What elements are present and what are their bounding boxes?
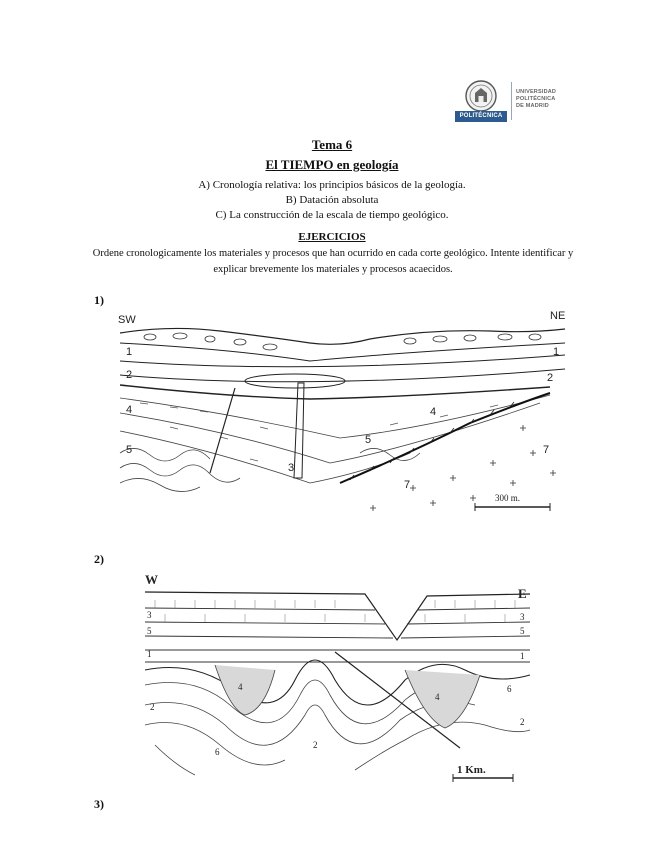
orientation-left-label: W: [145, 572, 158, 587]
topic-item: B) Datación absoluta: [285, 194, 379, 206]
scale-label: 300 m.: [495, 493, 521, 503]
university-line: DE MADRID: [516, 103, 549, 109]
topic-item: C) La construcción de la escala de tiempo geológico.: [215, 209, 449, 221]
logo-band: POLITÉCNICA: [455, 111, 507, 122]
instructions-paragraph: Ordene cronologicamente los materiales y procesos que han ocurrido en cada corte geológico. Intente identificar y explicar brevemente los materiales y procesos acaecidos.: [92, 248, 574, 275]
layer-label: 4: [435, 692, 440, 702]
layer-label: 5: [147, 626, 152, 636]
layer-label: 1: [147, 649, 152, 659]
figure-number: 2): [94, 552, 104, 566]
university-line: POLITÉCNICA: [516, 96, 556, 102]
layer-label: 2: [150, 702, 155, 712]
scale-label: 1 Km.: [457, 764, 486, 776]
layer-label: 3: [288, 462, 295, 474]
university-logo: [455, 78, 595, 126]
layer-label: 1: [520, 651, 525, 661]
layer-label: 3: [520, 612, 525, 622]
layer-label: 4: [430, 406, 437, 418]
page-title: Tema 6: [311, 137, 353, 152]
figure-number: 3): [94, 797, 104, 811]
university-line: UNIVERSIDAD: [516, 89, 557, 95]
layer-label: 1: [126, 346, 133, 358]
orientation-left-label: SW: [118, 314, 136, 326]
topic-item: A) Cronología relativa: los principios básicos de la geología.: [198, 179, 466, 191]
layer-label: 2: [126, 369, 133, 381]
geological-section-2: [135, 570, 535, 785]
layer-label: 2: [547, 372, 554, 384]
geological-section-1: [110, 303, 575, 528]
university-name: [516, 89, 556, 110]
orientation-right-label: NE: [550, 310, 566, 322]
layer-label: 6: [215, 747, 220, 757]
layer-label: 3: [147, 610, 152, 620]
logo-separator: [511, 82, 512, 120]
figure-number: 1): [94, 293, 104, 307]
layer-label: 5: [126, 444, 133, 456]
layer-label: 6: [507, 684, 512, 694]
layer-label: 5: [520, 626, 525, 636]
layer-label: 1: [553, 346, 560, 358]
layer-label: 4: [126, 404, 133, 416]
layer-label: 7: [543, 444, 550, 456]
layer-label: 5: [365, 434, 372, 446]
layer-label: 2: [520, 717, 525, 727]
layer-label: 2: [313, 740, 318, 750]
orientation-right-label: E: [518, 586, 527, 601]
page-subtitle: El TIEMPO en geología: [265, 157, 399, 172]
layer-label: 4: [238, 682, 243, 692]
layer-label: 7: [404, 479, 411, 491]
exercises-heading: EJERCICIOS: [298, 231, 366, 243]
